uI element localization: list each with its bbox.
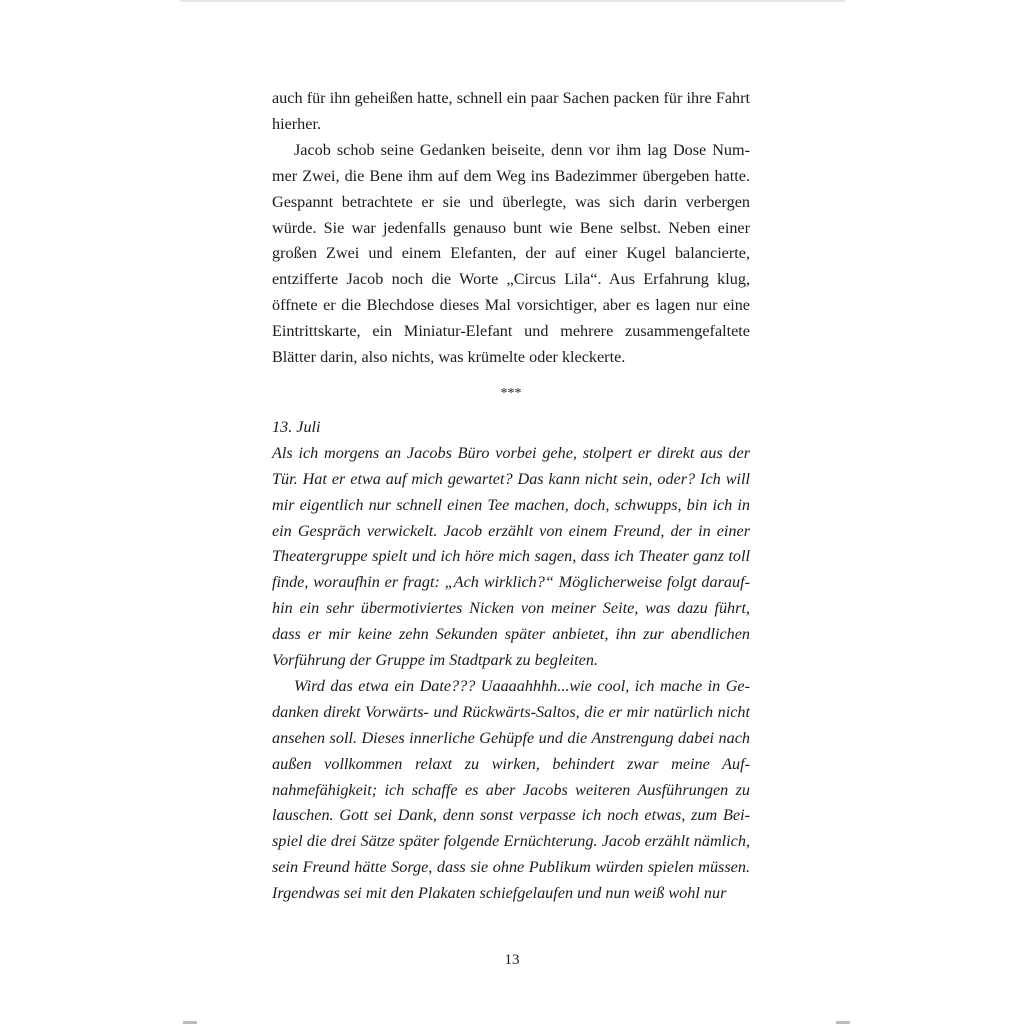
section-separator: *** <box>500 385 522 401</box>
page-body <box>272 86 750 907</box>
diary-paragraph-2: Wird das etwa ein Date??? Uaaaahhhh...wie cool, ich mache in Gedanken direkt Vorwärts- und Rückwärts-Saltos, die er mir natürlich nicht ansehen soll. Dieses innerliche Gehüpfe und die Anstrengung dabei nach außen vollkommen relaxt zu wirken, behindert zwar meine Aufnahmefähigkeit; ich schaffe es aber Jacobs weiteren Ausführungen zu lauschen. Gott sei Dank, denn sonst verpasse ich noch etwas, zum Beispiel die drei Sätze später folgende Ernüchterung. Jacob erzählt nämlich, sein Freund hätte Sorge, dass sie ohne Publikum würden spielen müssen. Irgendwas sei mit den Plakaten schiefgelaufen und nun weiß wohl nur <box>272 676 750 903</box>
diary-paragraph-1: Als ich morgens an Jacobs Büro vorbei gehe, stolpert er direkt aus der Tür. Hat er etwa auf mich gewartet? Das kann nicht sein, oder? Ich will mir eigentlich nur schnell einen Tee machen, doch, schwupps, bin ich in ein Gespräch verwickelt. Jacob erzählt von einem Freund, der in einer Theatergruppe spielt und ich höre mich sagen, dass ich Theater ganz toll finde, woraufhin er fragt: „Ach wirklich?“ Möglicherweise folgt daraufhin ein sehr übermotiviertes Nicken von meiner Seite, was dazu führt, dass er mir keine zehn Sekunden später anbietet, ihn zur abendlichen Vorführung der Gruppe im Stadtpark zu begleiten. <box>272 443 750 670</box>
page-number: 13 <box>504 952 520 968</box>
diary-date: 13. Juli <box>272 417 321 436</box>
paragraph-continuation: auch für ihn geheißen hatte, schnell ein paar Sachen packen für ihre Fahrt hierher. <box>272 89 750 133</box>
paragraph-dose-nummer-zwei: Jacob schob seine Gedanken beiseite, denn vor ihm lag Dose Nummer Zwei, die Bene ihm auf dem Weg ins Badezimmer übergeben hatte. Gespannt betrachtete er sie und überlegte, was sich darin verbergen würde. Sie war jedenfalls genauso bunt wie Bene selbst. Neben einer großen Zwei und einem Elefanten, der auf einer Kugel balancierte, entzifferte Jacob noch die Worte „Circus Lila“. Aus Erfahrung klug, öffnete er die Blechdose dieses Mal vorsichtiger, aber es lagen nur eine Eintrittskarte, ein Miniatur-Elefant und mehrere zusammengefaltete Blätter darin, also nichts, was krümelte oder kleckerte. <box>272 140 750 367</box>
top-page-edge <box>180 0 845 2</box>
